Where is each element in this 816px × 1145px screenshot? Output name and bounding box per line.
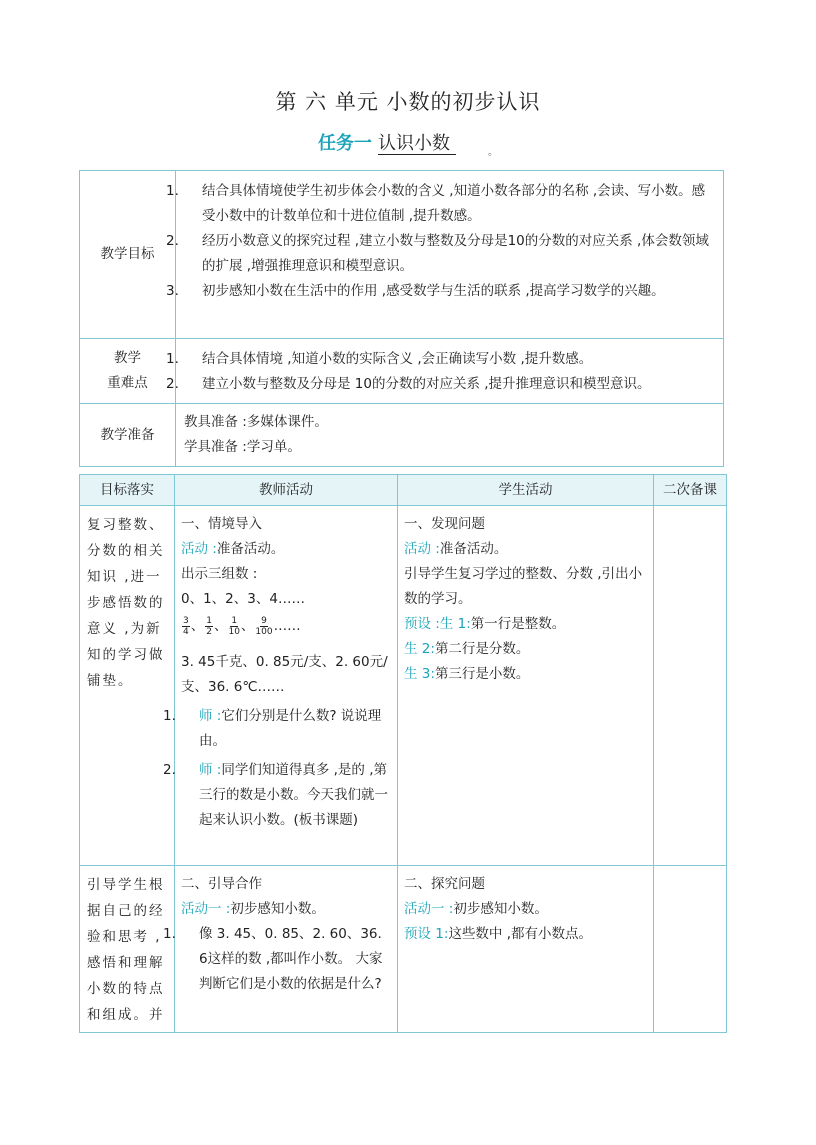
student-activity-cell: 一、发现问题 活动 :准备活动。 引导学生复习学过的整数、分数 ,引出小数的学习。 预设 :生 1:第一行是整数。 生 2:第二行是分数。 生 3:第三行是小数。: [398, 506, 654, 866]
key-item: 1. 结合具体情境 ,知道小数的实际含义 ,会正确读写小数 ,提升数感。: [166, 351, 593, 367]
prep-item: 学具准备 :学习单。: [184, 439, 301, 455]
key-item: 2. 建立小数与整数及分母是 10的分数的对应关系 ,提升推理意识和模型意识。: [166, 376, 651, 392]
goal-cell: 复习整数、分数的相关知识 ,进一步感悟数的意义 ,为新知的学习做铺垫。: [80, 506, 175, 866]
lesson-process-table: [79, 474, 727, 1033]
fraction: $\frac{1}{10}$: [228, 615, 240, 637]
prep-label: 教学准备: [80, 404, 176, 467]
key-points-label: 教学 重难点: [80, 339, 176, 404]
prep-item: 教具准备 :多媒体课件。: [184, 414, 328, 430]
goals-content: [166, 171, 724, 339]
header-teacher: 教师活动: [175, 475, 398, 506]
key-points-content: [166, 339, 724, 404]
revision-cell[interactable]: [654, 866, 727, 1033]
header-goal: 目标落实: [80, 475, 175, 506]
task-label: 任务一: [318, 133, 372, 154]
goal-item: 2. 经历小数意义的探究过程 ,建立小数与整数及分母是10的分数的对应关系 ,体会数领域的扩展 ,增强推理意识和模型意识。: [166, 233, 709, 274]
fraction: $\frac{3}{4}$: [183, 615, 189, 637]
task-subtitle: [318, 129, 498, 158]
header-student: 学生活动: [398, 475, 654, 506]
teacher-activity-cell: 二、引导合作 活动一 :初步感知小数。 1. 像 3. 45、0. 85、2. 60、36. 6这样的数 ,都叫作小数。 大家判断它们是小数的依据是什么?: [175, 866, 398, 1033]
goal-cell: 引导学生根据自己的经验和思考 ,感悟和理解小数的特点和组成。并: [80, 866, 175, 1033]
task-name: 认识小数: [378, 133, 456, 155]
fraction-row: $\frac{3}{4}$ 、 $\frac{1}{2}$ 、 $\frac{1}{10}$ 、 $\frac{9}{100}$ ……: [183, 615, 301, 637]
teacher-activity-cell: 一、情境导入 活动 :准备活动。 出示三组数 : 0、1、2、3、4…… $\frac{3}{4}$ 、 $\frac{1}{2}$ 、 $\frac{1}{10}$ 、 $\frac{9}{100}$ …… 3. 45千克、0. 85元/支、2. 60元/支、36. 6℃…… 1. 师 :它们分别是什么数? 说说理由。 2. 师 :同学们知道得真多 ,是的 ,第三行的数是小数。今天我们就一起来认识小数。(板书课题): [175, 506, 398, 866]
header-revision: 二次备课: [654, 475, 727, 506]
page-title: 第 六 单元 小数的初步认识: [275, 90, 541, 114]
fraction: $\frac{9}{100}$: [255, 615, 273, 637]
subtitle-dot: 。: [488, 147, 498, 158]
student-activity-cell: 二、探究问题 活动一 :初步感知小数。 预设 1:这些数中 ,都有小数点。: [398, 866, 654, 1033]
goal-item: 1. 结合具体情境使学生初步体会小数的含义 ,知道小数各部分的名称 ,会读、写小数。感受小数中的计数单位和十进位值制 ,提升数感。: [166, 183, 706, 224]
goal-item: 3. 初步感知小数在生活中的作用 ,感受数学与生活的联系 ,提高学习数学的兴趣。: [166, 283, 665, 299]
lesson-overview-table: [79, 170, 724, 467]
goals-label: 教学目标: [80, 171, 176, 339]
revision-cell[interactable]: [654, 506, 727, 866]
fraction: $\frac{1}{2}$: [206, 615, 212, 637]
prep-content: [176, 404, 724, 467]
